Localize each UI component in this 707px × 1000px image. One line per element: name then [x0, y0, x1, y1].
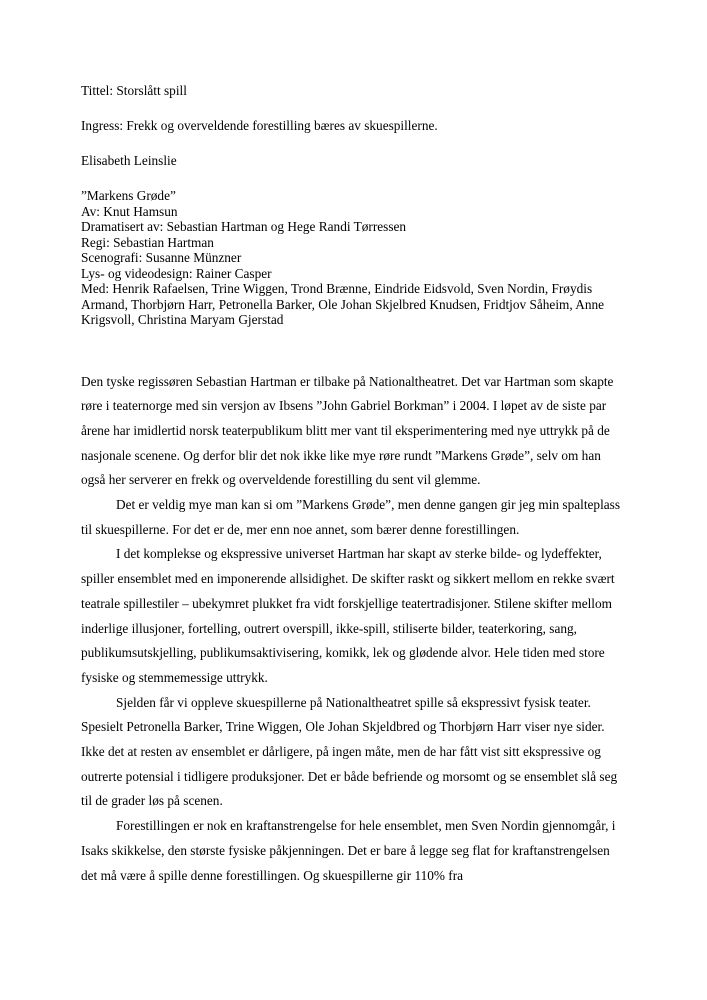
credits-cast: Med: Henrik Rafaelsen, Trine Wiggen, Trond Brænne, Eindride Eidsvold, Sven Nordin, Frøydis Armand, Thorbjørn Harr, Petronella Barker, Ole Johan Skjelbred Knudsen, Fridtjov Såheim, Anne Krigsvoll, Christina Maryam Gjerstad	[81, 281, 605, 327]
credits-director: Regi: Sebastian Hartman	[81, 234, 214, 250]
credits-dramatization: Dramatisert av: Sebastian Hartman og Hege Randi Tørressen	[81, 219, 407, 234]
credits-play-title: ”Markens Grøde”	[81, 188, 176, 203]
ingress-line: Ingress: Frekk og overveldende forestilling bæres av skuespillerne.	[81, 118, 438, 133]
author-line: Elisabeth Leinslie	[81, 153, 177, 168]
paragraph-5: Forestillingen er nok en kraftanstrengelse for hele ensemblet, men Sven Nordin gjennomgår, i Isaks skikkelse, den største fysiske påkjenningen. Det er bare å legge seg flat for kraftanstrengelsen det må være å spille denne forestillingen. Og skuespillerne gir 110% fra	[81, 818, 616, 883]
document-header	[81, 83, 626, 169]
paragraph-3: I det komplekse og ekspressive universet Hartman har skapt av sterke bilde- og lydeffekter, spiller ensemblet med en imponerende allsidighet. De skifter raskt og sikkert mellom en rekke svært teatrale spillestiler – ubekymret plukket fra vidt forskjellige teatertradisjoner. Stilene skifter mellom inderlige illusjoner, fortelling, outrert overspill, ikke-spill, stiliserte bilder, teaterkoring, sang, publikumsutskjelling, publikumsaktivisering, komikk, lek og glødende alvor. Hele tiden med store fysiske og stemmemessige uttrykk.	[81, 546, 615, 685]
paragraph-4: Sjelden får vi oppleve skuespillerne på Nationaltheatret spille så ekspressivt fysisk teater. Spesielt Petronella Barker, Trine Wiggen, Ole Johan Skjeldbred og Thorbjørn Harr viser nye sider. Ikke det at resten av ensemblet er dårligere, på ingen måte, men de har fått vist sitt ekspressive og outrerte potensial i tidligere produksjoner. Det er både befriende og morsomt og se ensemblet slå seg til de grader løs på scenen.	[81, 694, 618, 809]
paragraph-1: Den tyske regissøren Sebastian Hartman er tilbake på Nationaltheatret. Det var Hartman som skapte røre i teaternorge med sin versjon av Ibsens ”John Gabriel Borkman” i 2004. I løpet av de siste par årene har imidlertid norsk teaterpublikum blitt mer vant til eksperimentering med nye uttrykk på de nasjonale scenene. Og derfor blir det nok ikke like mye røre rundt ”Markens Grøde”, selv om han også her serverer en frekk og overveldende forestilling du sent vil glemme.	[81, 373, 614, 488]
title-line: Tittel: Storslått spill	[81, 83, 187, 98]
paragraph-2: Det er veldig mye man kan si om ”Markens Grøde”, men denne gangen gir jeg min spalteplass til skuespillerne. For det er de, mer enn noe annet, som bærer denne forestillingen.	[81, 497, 621, 537]
credits-scenography: Scenografi: Susanne Münzner	[81, 250, 242, 265]
document-content	[81, 83, 626, 888]
credits-light-video-design: Lys- og videodesign: Rainer Casper	[81, 265, 272, 281]
credits-author: Av: Knut Hamsun	[81, 203, 178, 219]
credits-block	[81, 188, 626, 328]
body-text	[81, 370, 626, 889]
